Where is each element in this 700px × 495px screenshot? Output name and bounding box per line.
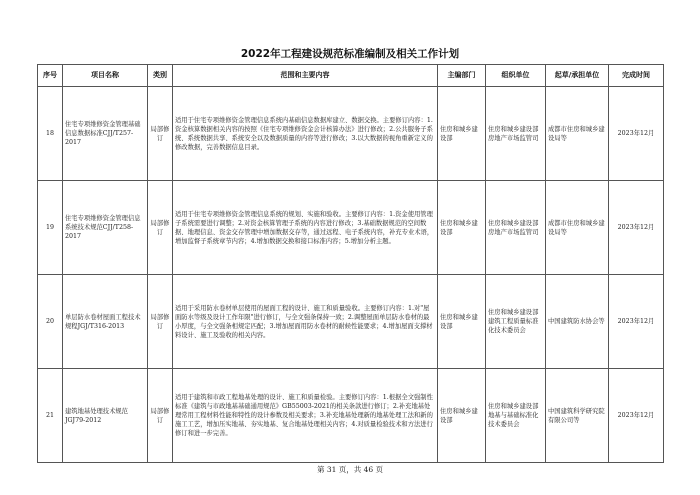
cell-time: 2023年12月 — [609, 87, 664, 181]
page-number: 第 31 页，共 46 页 — [316, 465, 384, 474]
header-category: 类别 — [148, 65, 173, 87]
cell-dept: 住房和城乡建设部 — [438, 87, 486, 181]
cell-scope: 适用于采用防水卷材单层使用的屋面工程的设计、施工和质量验收。主要修订内容：1.对"屋面防水等级及设计工作年限"进行修订，与全文强条保持一致；2.调整屋面单层防水卷材的最小厚度，与全文强条相规定匹配；3.增加屋面用防水卷材的耐候性能要求；4.增加屋面支撑材料设计、施工及验收的相关内容。 — [173, 275, 438, 369]
cell-scope: 适用于住宅专项维修资金管理信息系统内基础信息数据库建立、数据交换。主要修订内容：1.资金核算数据相关内容的按照《住宅专项维修资金会计核算办法》进行修改；2.公共服务子系统、系统数据共享、系统安全以及数据质量的内容等进行修改；3.以大数据的视角重新定义的修改数据，完善数据信息目录。 — [173, 87, 438, 181]
header-time: 完成时间 — [609, 65, 664, 87]
header-scope: 范围和主要内容 — [173, 65, 438, 87]
cell-undertaker: 中国建筑防水协会等 — [546, 275, 609, 369]
table-row — [38, 369, 664, 463]
cell-time: 2023年12月 — [609, 275, 664, 369]
cell-scope: 适用于建筑和市政工程地基处理的设计、施工和质量检验。主要修订内容：1.根据全文强制性标准《建筑与市政地基基础通用规范》GB55003-2021的相关条款进行修订；2.补充地基处理常用工程材料性能和特性的设计参数及相关要求；3.补充地基处理新的地基处理工法和新的施工工艺，增加压实地基、夯实地基、复合地基处理相关内容；4.对质量检验技术和方法进行修订和进一步完善。 — [173, 369, 438, 463]
cell-name: 住宅专项维修资金管理信息系统技术规范CJJ/T258-2017 — [63, 181, 148, 275]
cell-undertaker: 成都市住房和城乡建设局等 — [546, 87, 609, 181]
cell-name: 建筑地基处理技术规范JGJ79-2012 — [63, 369, 148, 463]
cell-category: 局部修订 — [148, 369, 173, 463]
cell-category: 局部修订 — [148, 181, 173, 275]
cell-dept: 住房和城乡建设部 — [438, 369, 486, 463]
table-row — [38, 87, 664, 181]
cell-dept: 住房和城乡建设部 — [438, 275, 486, 369]
cell-name: 住宅专项维修资金管理基础信息数据标准CJJ/T257-2017 — [63, 87, 148, 181]
header-no: 序号 — [38, 65, 63, 87]
header-name: 项目名称 — [63, 65, 148, 87]
work-plan-table — [37, 64, 664, 463]
cell-org: 住房和城乡建设部房地产市场监管司 — [486, 181, 546, 275]
table-header-row — [38, 65, 664, 87]
cell-time: 2023年12月 — [609, 181, 664, 275]
cell-org: 住房和城乡建设部房地产市场监管司 — [486, 87, 546, 181]
cell-scope: 适用于住宅专项维修资金管理信息系统的规划、实施和验收。主要修订内容：1.资金使用管理子系统需要进行调整；2.对资金核算管理子系统的内容进行修改；3.基础数据规范的空间数据、地理信息、资金交存管理中增加数据交存等，通过远程、电子系统内容，补充专业术语，增加监督子系统章节内容；4.增加数据交换和接口标准内容；5.增加分析主题。 — [173, 181, 438, 275]
header-org: 组织单位 — [486, 65, 546, 87]
header-dept: 主编部门 — [438, 65, 486, 87]
cell-org: 住房和城乡建设部地基与基础标准化技术委员会 — [486, 369, 546, 463]
cell-time: 2023年12月 — [609, 369, 664, 463]
cell-undertaker: 成都市住房和城乡建设局等 — [546, 181, 609, 275]
cell-undertaker: 中国建筑科学研究院有限公司等 — [546, 369, 609, 463]
cell-category: 局部修订 — [148, 87, 173, 181]
cell-category: 局部修订 — [148, 275, 173, 369]
header-undertaker: 起草/承担单位 — [546, 65, 609, 87]
cell-dept: 住房和城乡建设部 — [438, 181, 486, 275]
cell-no: 21 — [38, 369, 63, 463]
cell-no: 19 — [38, 181, 63, 275]
cell-name: 单层防水卷材屋面工程技术规程JGJ/T316-2013 — [63, 275, 148, 369]
cell-no: 20 — [38, 275, 63, 369]
table-row — [38, 275, 664, 369]
table-row — [38, 181, 664, 275]
document-title: 2022年工程建设规范标准编制及相关工作计划 — [240, 48, 460, 60]
cell-org: 住房和城乡建设部建筑工程质量标准化技术委员会 — [486, 275, 546, 369]
cell-no: 18 — [38, 87, 63, 181]
